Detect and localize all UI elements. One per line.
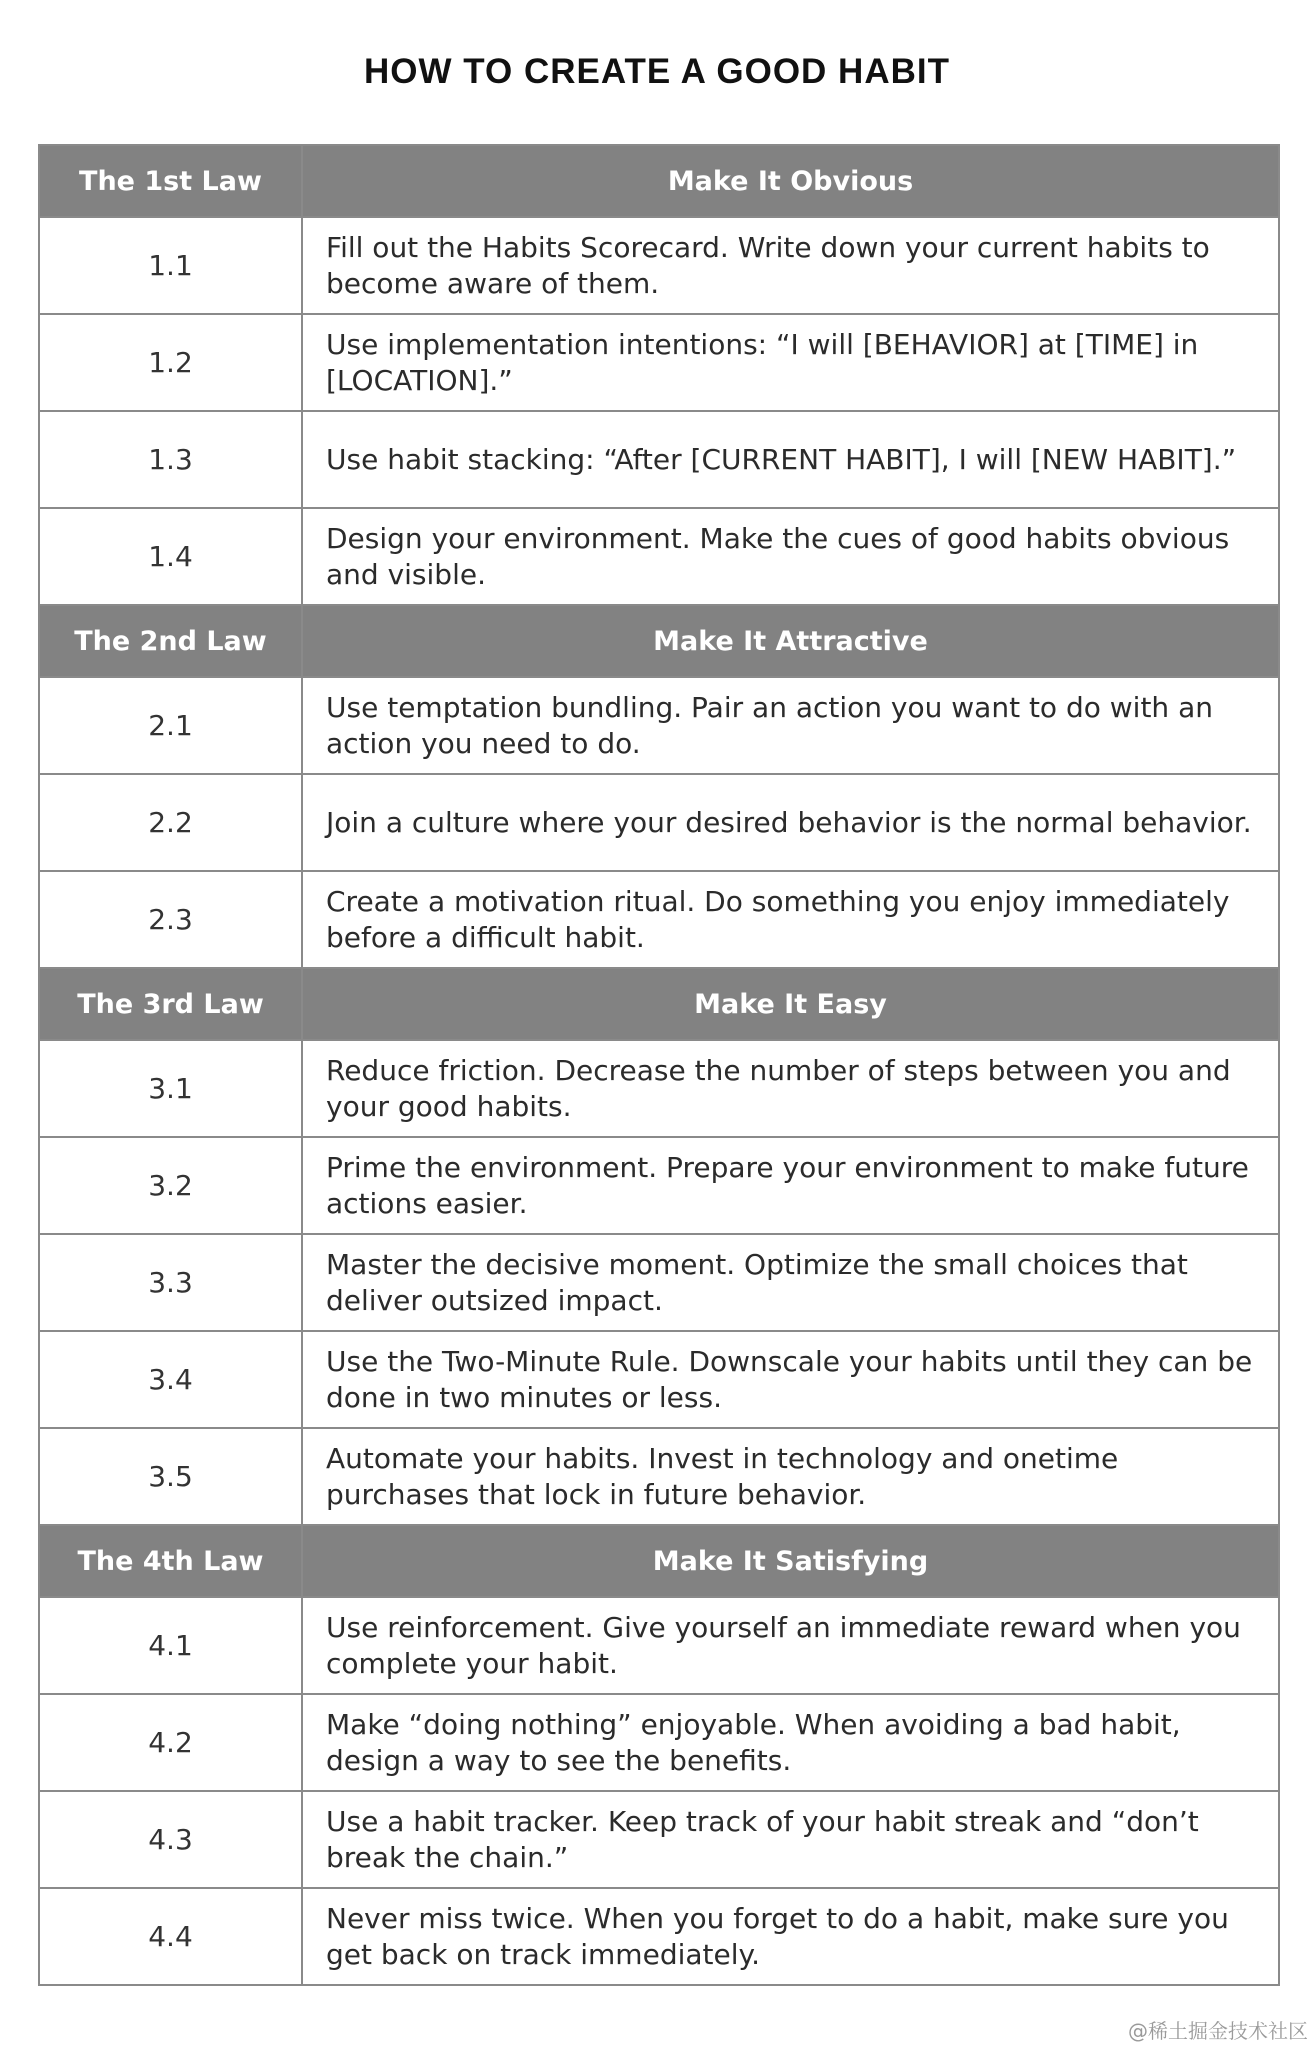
item-number: 1.3 bbox=[39, 411, 302, 508]
table-row bbox=[39, 1597, 1279, 1694]
table-row bbox=[39, 677, 1279, 774]
item-description: Fill out the Habits Scorecard. Write down your current habits to become aware of them. bbox=[302, 217, 1279, 314]
item-description: Use habit stacking: “After [CURRENT HABIT], I will [NEW HABIT].” bbox=[302, 411, 1279, 508]
table-row bbox=[39, 508, 1279, 605]
item-number: 4.2 bbox=[39, 1694, 302, 1791]
table-row bbox=[39, 411, 1279, 508]
law-label: The 2nd Law bbox=[39, 605, 302, 677]
law-label: The 1st Law bbox=[39, 145, 302, 217]
law-heading: Make It Easy bbox=[302, 968, 1279, 1040]
item-number: 4.1 bbox=[39, 1597, 302, 1694]
table-row bbox=[39, 314, 1279, 411]
table-row bbox=[39, 1428, 1279, 1525]
law-header-row bbox=[39, 145, 1279, 217]
law-header-row bbox=[39, 968, 1279, 1040]
item-number: 2.3 bbox=[39, 871, 302, 968]
table-row bbox=[39, 217, 1279, 314]
watermark: @稀土掘金技术社区 bbox=[1128, 2019, 1308, 2043]
item-description: Use the Two-Minute Rule. Downscale your habits until they can be done in two minutes or less. bbox=[302, 1331, 1279, 1428]
item-description: Create a motivation ritual. Do something you enjoy immediately before a difficult habit. bbox=[302, 871, 1279, 968]
law-heading: Make It Obvious bbox=[302, 145, 1279, 217]
item-description: Master the decisive moment. Optimize the small choices that deliver outsized impact. bbox=[302, 1234, 1279, 1331]
item-description: Use a habit tracker. Keep track of your habit streak and “don’t break the chain.” bbox=[302, 1791, 1279, 1888]
law-header-row bbox=[39, 605, 1279, 677]
table-row bbox=[39, 871, 1279, 968]
item-description: Use implementation intentions: “I will [BEHAVIOR] at [TIME] in [LOCATION].” bbox=[302, 314, 1279, 411]
item-description: Reduce friction. Decrease the number of steps between you and your good habits. bbox=[302, 1040, 1279, 1137]
item-number: 4.4 bbox=[39, 1888, 302, 1985]
item-number: 2.2 bbox=[39, 774, 302, 871]
item-description: Use reinforcement. Give yourself an immediate reward when you complete your habit. bbox=[302, 1597, 1279, 1694]
page-title: HOW TO CREATE A GOOD HABIT bbox=[364, 52, 950, 91]
table-row bbox=[39, 1888, 1279, 1985]
item-description: Join a culture where your desired behavior is the normal behavior. bbox=[302, 774, 1279, 871]
habits-table bbox=[38, 144, 1280, 1986]
item-number: 3.2 bbox=[39, 1137, 302, 1234]
item-number: 1.2 bbox=[39, 314, 302, 411]
item-number: 3.1 bbox=[39, 1040, 302, 1137]
law-label: The 4th Law bbox=[39, 1525, 302, 1597]
item-description: Design your environment. Make the cues of good habits obvious and visible. bbox=[302, 508, 1279, 605]
item-number: 3.5 bbox=[39, 1428, 302, 1525]
item-description: Use temptation bundling. Pair an action you want to do with an action you need to do. bbox=[302, 677, 1279, 774]
item-description: Make “doing nothing” enjoyable. When avoiding a bad habit, design a way to see the benefits. bbox=[302, 1694, 1279, 1791]
table-row bbox=[39, 1137, 1279, 1234]
table-row bbox=[39, 1234, 1279, 1331]
item-description: Automate your habits. Invest in technology and onetime purchases that lock in future behavior. bbox=[302, 1428, 1279, 1525]
law-heading: Make It Attractive bbox=[302, 605, 1279, 677]
table-row bbox=[39, 1040, 1279, 1137]
item-description: Never miss twice. When you forget to do a habit, make sure you get back on track immediately. bbox=[302, 1888, 1279, 1985]
item-number: 2.1 bbox=[39, 677, 302, 774]
law-heading: Make It Satisfying bbox=[302, 1525, 1279, 1597]
law-label: The 3rd Law bbox=[39, 968, 302, 1040]
law-header-row bbox=[39, 1525, 1279, 1597]
item-number: 3.3 bbox=[39, 1234, 302, 1331]
item-number: 3.4 bbox=[39, 1331, 302, 1428]
item-number: 1.1 bbox=[39, 217, 302, 314]
item-description: Prime the environment. Prepare your environment to make future actions easier. bbox=[302, 1137, 1279, 1234]
item-number: 4.3 bbox=[39, 1791, 302, 1888]
table-row bbox=[39, 1331, 1279, 1428]
table-row bbox=[39, 1694, 1279, 1791]
table-row bbox=[39, 774, 1279, 871]
table-row bbox=[39, 1791, 1279, 1888]
item-number: 1.4 bbox=[39, 508, 302, 605]
